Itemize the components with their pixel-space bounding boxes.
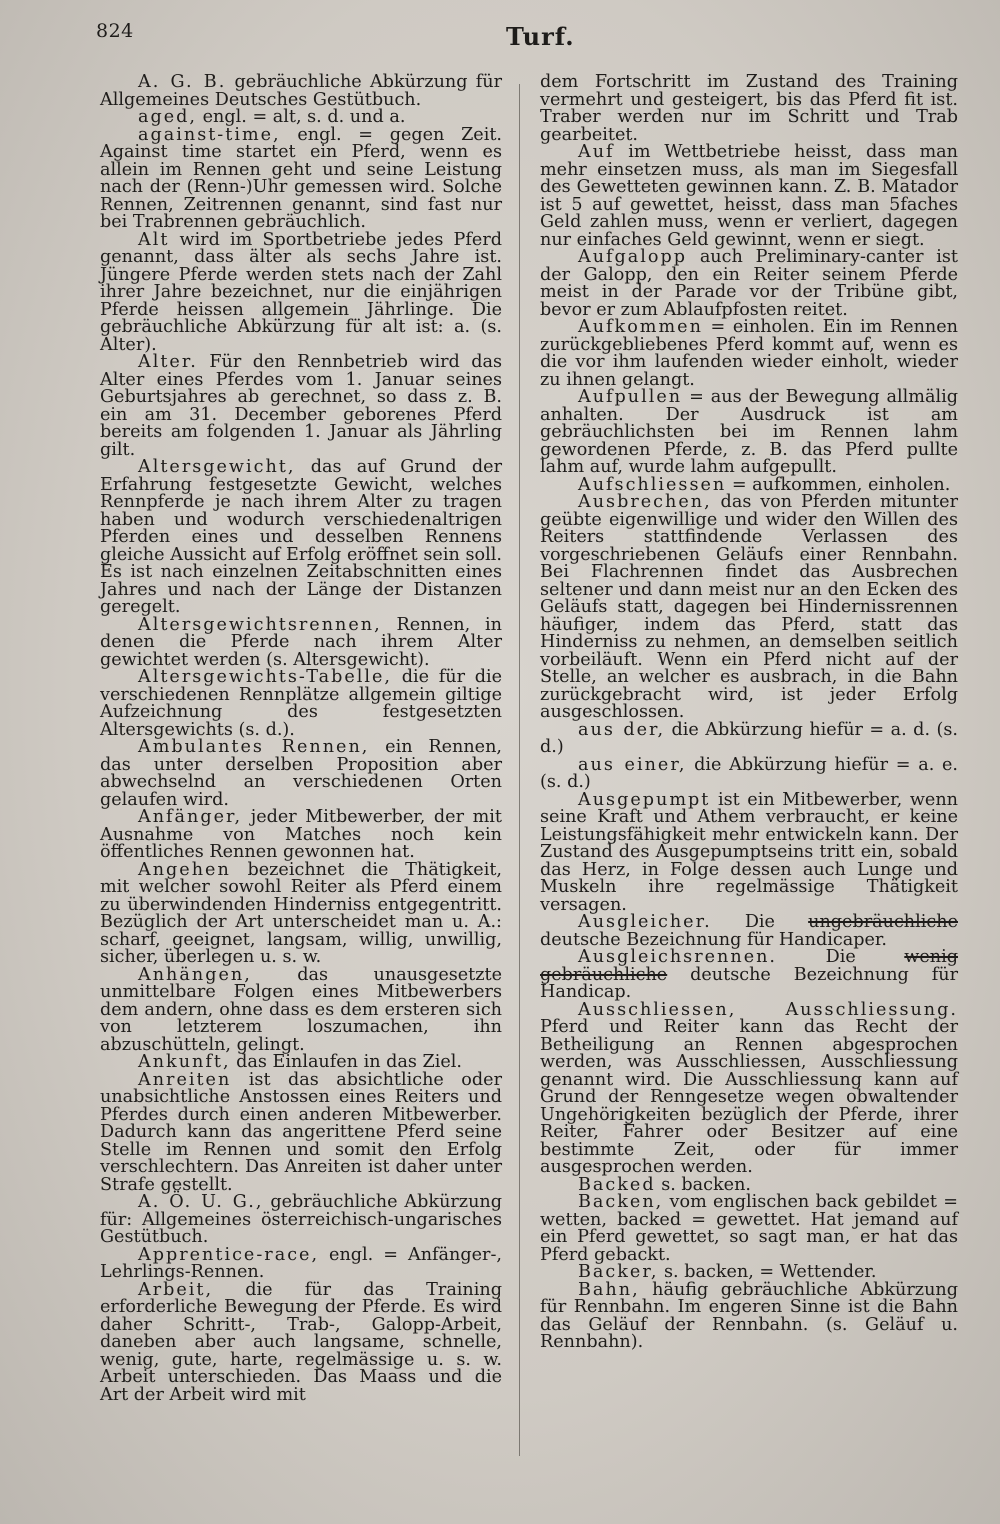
entry-definition: engl. = alt, s. d. und a.	[197, 107, 406, 127]
dictionary-entry	[100, 1279, 502, 1405]
entry-headword: Aufgalopp	[578, 247, 688, 267]
entry-headword: Aufkommen	[578, 317, 703, 337]
entry-headword: Altersgewichtsrennen,	[138, 614, 382, 635]
dictionary-entry	[540, 319, 958, 389]
dictionary-entry	[100, 124, 502, 232]
dictionary-entry	[540, 949, 958, 1002]
entry-definition: engl. = gegen Zeit. Against time startet ein Pferd, wenn es allein im Rennen geht und seine Leistung nach der (Renn-)Uhr gemessen wird. Solche Rennen, Zeitrennen genannt, sind fast nur bei Trabrennen gebräuchlich.	[100, 124, 502, 232]
entry-headword: Anhängen,	[138, 964, 252, 985]
dictionary-entry	[540, 1279, 958, 1352]
dictionary-entry	[100, 1069, 502, 1195]
entry-headword: Altersgewicht,	[138, 457, 296, 477]
dictionary-entry	[100, 1244, 502, 1282]
dictionary-entry	[540, 789, 958, 915]
entry-headword: Ankunft,	[138, 1052, 231, 1072]
page-number: 824	[96, 20, 134, 42]
dictionary-entry	[100, 614, 502, 670]
struck-through-text: wenig gebräuchliche	[540, 947, 958, 985]
entry-definition-continued: deutsche Bezeichnung für Handicaper.	[540, 929, 887, 950]
entry-headword: Ausgleichsrennen.	[578, 947, 778, 967]
entry-definition: engl. = Anfänger-, Lehrlings-Rennen.	[100, 1244, 502, 1282]
dictionary-entry	[100, 229, 502, 355]
entry-headword: Ambulantes Rennen,	[138, 737, 370, 757]
entry-headword: Bahn,	[578, 1279, 640, 1300]
entry-definition: das auf Grund der Erfahrung festgesetzte Gewicht, welches Rennpferde je nach ihrem Alter zu tragen haben und wodurch verschiedenaltrigen Pferden eines und desselben Rennens gleiche Aussicht auf Erfolg eröffnet sein soll. Es ist nach einzelnen Zeitabschnitten eines Jahres und nach der Länge der Distanzen geregelt.	[100, 457, 502, 617]
entry-definition: Für den Rennbetrieb wird das Alter eines Pferdes vom 1. Januar seines Geburtsjahres ab gerechnet, so dass z. B. ein am 31. December geborenes Pferd bereits am folgenden 1. Januar als Jährling gilt.	[100, 352, 502, 460]
entry-headword: Anfänger,	[138, 807, 243, 827]
dictionary-entry	[100, 964, 502, 1055]
dictionary-entry	[540, 389, 958, 477]
entry-definition: dem Fortschritt im Zustand des Training vermehrt und gesteigert, bis das Pferd fit ist. Traber werden nur im Schritt und Trab gearbeitet.	[540, 72, 958, 145]
entry-definition: Die	[711, 912, 809, 932]
entry-headword: Anreiten	[138, 1069, 232, 1090]
entry-definition: die für das Training erforderliche Bewegung der Pferde. Es wird daher Schritt-, Trab-, Galopp-Arbeit, daneben aber auch langsame, schnelle, wenig, gute, harte, regelmässige u. s. w. Arbeit unterschieden. Das Maass und die Art der Arbeit wird mit	[100, 1279, 502, 1405]
entry-headword: Aufpullen	[578, 387, 683, 407]
entry-headword: aus der,	[578, 719, 666, 740]
entry-headword: Altersgewichts-Tabelle,	[138, 667, 393, 687]
entry-definition: wird im Sportbetriebe jedes Pferd genannt, dass älter als sechs Jahre ist. Jüngere Pferde werden stets nach der Zahl ihrer Jahre bezeichnet, nur die einjährigen Pferde heissen allgemein Jährlinge. Die gebräuchliche Abkürzung für alt ist: a. (s. Alter).	[100, 229, 502, 355]
entry-definition-continued: deutsche Bezeichnung für Handicap.	[540, 964, 958, 1002]
dictionary-entry	[540, 754, 959, 792]
dictionary-entry	[100, 1194, 502, 1247]
dictionary-entry	[540, 249, 958, 319]
entry-definition: bezeichnet die Thätigkeit, mit welcher sowohl Reiter als Pferd einem zu überwindenden Hinderniss entgegentritt. Bezüglich der Art unterscheidet man u. A.: scharf, geeignet, langsam, willig, unwillig, sicher, überlegen u. s. w.	[100, 859, 502, 967]
entry-definition: ist ein Mitbewerber, wenn seine Kraft und Athem verbraucht, er keine Leistungsfähigkeit mehr entwickeln kann. Der Zustand des Ausgepumptseins tritt ein, sobald das Herz, in Folge dessen auch Lunge und Muskeln ihre regelmässige Thätigkeit versagen.	[540, 789, 958, 915]
entry-headword: Angehen	[138, 859, 231, 880]
left-column	[100, 74, 502, 1404]
entry-definition: die Abkürzung hiefür = a. e. (s. d.)	[540, 754, 959, 792]
right-column	[540, 74, 958, 1352]
entry-definition: das von Pferden mitunter geübte eigenwillige und wider den Willen des Reiters stattfindende Verlassen des vorgeschriebenen Geläufs einer Rennbahn. Bei Flachrennen findet das Ausbrechen seltener und dann meist nur an den Ecken des Geläufs statt, dagegen bei Hindernissrennen häufiger, indem das Pferd, statt das Hinderniss zu nehmen, an demselben seitlich vorbeiläuft. Wenn ein Pferd nicht auf der Stelle, an welcher es ausbrach, in die Bahn zurückgebracht wird, ist jeder Erfolg ausgeschlossen.	[540, 492, 958, 722]
entry-definition: im Wettbetriebe heisst, dass man mehr einsetzen muss, als man im Siegesfall des Gewetteten gewinnen kann. Z. B. Matador ist 5 auf gewettet, heisst, dass man 5faches Geld zahlen muss, wenn er verliert, dagegen nur einfaches Geld gewinnt, wenn er siegt.	[540, 142, 958, 250]
dictionary-entry	[540, 1194, 958, 1264]
entry-definition: Die	[777, 947, 905, 967]
entry-definition: das Einlaufen in das Ziel.	[230, 1052, 463, 1072]
entry-definition: s. backen.	[655, 1174, 752, 1195]
entry-headword: Arbeit,	[138, 1279, 214, 1300]
entry-definition: gebräuchliche Abkürzung für Allgemeines Deutsches Gestütbuch.	[100, 72, 502, 110]
entry-definition: s. backen, = Wettender.	[658, 1262, 877, 1282]
entry-definition: das unausgesetzte unmittelbare Folgen eines Mitbewerbers dem andern, ohne dass es dem ersteren sich von letzterem loszumachen, ihn abzuschütteln, gelingt.	[100, 964, 502, 1055]
entry-headword: Backen,	[578, 1192, 664, 1212]
entry-headword: A. Ö. U. G.,	[138, 1192, 264, 1212]
entry-definition: Rennen, in denen die Pferde nach ihrem Alter gewichtet werden (s. Altersgewicht).	[100, 614, 502, 670]
entry-definition: = einholen. Ein im Rennen zurückgebliebenes Pferd kommt auf, wenn es die vor ihm laufenden wieder einholt, wieder zu ihnen gelangt.	[540, 317, 958, 390]
entry-definition: vom englischen back gebildet = wetten, backed = gewettet. Hat jemand auf ein Pferd gewettet, so sagt man, er hat das Pferd gebackt.	[540, 1192, 958, 1265]
running-head: Turf.	[506, 22, 575, 51]
entry-headword: Backer,	[578, 1262, 659, 1282]
entry-headword: Alter.	[138, 352, 198, 372]
entry-headword: Ausgepumpt	[578, 789, 711, 810]
entry-headword: aged,	[138, 107, 198, 127]
dictionary-entry	[540, 74, 958, 144]
dictionary-entry	[100, 739, 502, 809]
entry-definition: = aus der Bewegung allmälig anhalten. Der Ausdruck ist am gebräuchlichsten bei im Rennen lahm gewordenen Pferde, z. B. das Pferd pullte lahm auf, wurde lahm aufgepullt.	[540, 387, 958, 477]
entry-definition: gebräuchliche Abkürzung für: Allgemeines österreichisch-ungarisches Gestütbuch.	[100, 1192, 502, 1247]
entry-definition: = aufkommen, einholen.	[726, 474, 951, 495]
entry-definition: häufig gebräuchliche Abkürzung für Rennbahn. Im engeren Sinne ist die Bahn das Geläuf der Rennbahn. (s. Geläuf u. Rennbahn).	[540, 1279, 958, 1352]
entry-definition: ein Rennen, das unter derselben Proposition aber abwechselnd an verschiedenen Orten gelaufen wird.	[100, 737, 502, 810]
dictionary-entry	[100, 459, 502, 617]
dictionary-entry	[540, 494, 958, 722]
entry-headword: aus einer,	[578, 754, 687, 775]
entry-headword: Auf	[578, 142, 615, 162]
dictionary-entry	[100, 809, 502, 862]
entry-definition: jeder Mitbewerber, der mit Ausnahme von Matches noch kein öffentliches Rennen gewonnen hat.	[100, 807, 502, 862]
struck-through-text: ungebräuchliche	[808, 912, 958, 932]
entry-definition: Pferd und Reiter kann das Recht der Betheiligung an Rennen abgesprochen werden, was Ausschliessen, Ausschliessung genannt wird. Die Ausschliessung kann auf Grund der Renngesetze wegen obwaltender Ungehörigkeiten bezüglich der Pferde, ihrer Reiter, Fahrer oder Besitzer auf eine bestimmte Zeit, oder für immer ausgesprochen werden.	[540, 1017, 958, 1177]
dictionary-entry	[540, 914, 958, 949]
column-rule	[519, 84, 520, 1456]
entry-headword: Ausgleicher.	[578, 912, 712, 932]
entry-headword: Ausbrechen,	[578, 492, 712, 512]
dictionary-entry	[100, 74, 502, 109]
dictionary-entry	[100, 859, 502, 967]
entry-headword: Alt	[138, 229, 170, 250]
dictionary-entry	[540, 999, 958, 1177]
entry-definition: die für die verschiedenen Rennplätze allgemein giltige Aufzeichnung des festgesetzten Altersgewichts (s. d.).	[100, 667, 502, 740]
entry-headword: against-time,	[138, 124, 281, 145]
entry-headword: Aufschliessen	[578, 474, 727, 495]
dictionary-entry	[100, 669, 502, 739]
dictionary-entry	[540, 144, 958, 249]
entry-headword: A. G. B.	[138, 72, 227, 92]
entry-headword: Backed	[578, 1174, 656, 1195]
entry-definition: ist das absichtliche oder unabsichtliche Anstossen eines Reiters und Pferdes durch einen anderen Mitbewerber. Dadurch kann das angerittene Pferd seine Stelle im Rennen und somit den Erfolg verschlechtern. Das Anreiten ist daher unter Strafe gestellt.	[100, 1069, 502, 1195]
entry-definition: auch Preliminary-canter ist der Galopp, den ein Reiter seinem Pferde meist in der Parade vor der Tribüne gibt, bevor er zum Ablaufpfosten reitet.	[540, 247, 958, 320]
entry-definition: die Abkürzung hiefür = a. d. (s. d.)	[540, 719, 958, 757]
dictionary-entry	[100, 354, 502, 459]
entry-headword: Apprentice-race,	[138, 1244, 320, 1265]
dictionary-entry	[540, 719, 958, 757]
entry-headword: Ausschliessen, Ausschliessung.	[578, 999, 958, 1020]
